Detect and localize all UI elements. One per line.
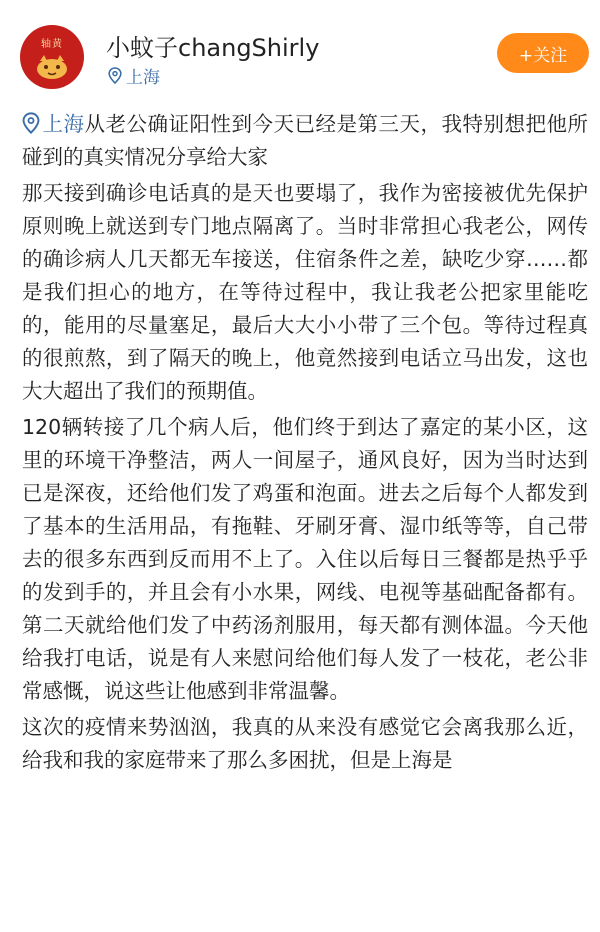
follow-button[interactable]: +关注 [497, 33, 589, 73]
post-location-tag[interactable] [22, 112, 85, 136]
username[interactable]: 小蚊子changShirly [106, 34, 320, 62]
post-body [22, 108, 588, 777]
location-pin-icon [22, 112, 40, 134]
post-paragraph: 那天接到确诊电话真的是天也要塌了，我作为密接被优先保护原则晚上就送到专门地点隔离了。当时非常担心我老公，网传的确诊病人几天都无车接送，住宿条件之差，缺吃少穿……都是我们担心的地方，在等待过程中，我让我老公把家里能吃的，能用的尽量塞足，最后大大小小带了三个包。等待过程真的很煎熬，到了隔天的晚上，他竟然接到电话立马出发，这也大大超出了我们的预期值。 [22, 181, 588, 403]
paragraph-text: 从老公确证阳性到今天已经是第三天，我特别想把他所碰到的真实情况分享给大家 [22, 112, 588, 169]
post-paragraph: 120辆转接了几个病人后，他们终于到达了嘉定的某小区，这里的环境干净整洁，两人一间屋子，通风良好，因为当时达到已是深夜，还给他们发了鸡蛋和泡面。进去之后每个人都发到了基本的生活用品，有拖鞋、牙刷牙膏、湿巾纸等等，自己带去的很多东西到反而用不上了。入住以后每日三餐都是热乎乎的发到手的，并且会有小水果，网线、电视等基础配备都有。第二天就给他们发了中药汤剂服用，每天都有测体温。今天他给我打电话，说是有人来慰问给他们每人发了一枝花，老公非常感慨，说这些让他感到非常温馨。 [22, 415, 588, 703]
avatar-text: 轴黄 [41, 39, 63, 50]
tiger-icon [32, 51, 72, 81]
post-paragraph: 这次的疫情来势汹汹，我真的从来没有感觉它会离我那么近，给我和我的家庭带来了那么多困扰，但是上海是 [22, 715, 588, 772]
avatar[interactable] [20, 25, 84, 89]
user-location [108, 63, 160, 88]
user-location-text: 上海 [126, 68, 160, 88]
post-paragraph [22, 108, 588, 174]
post-header [0, 0, 600, 100]
location-pin-icon [108, 67, 122, 84]
post-location-text[interactable]: 上海 [42, 112, 85, 136]
